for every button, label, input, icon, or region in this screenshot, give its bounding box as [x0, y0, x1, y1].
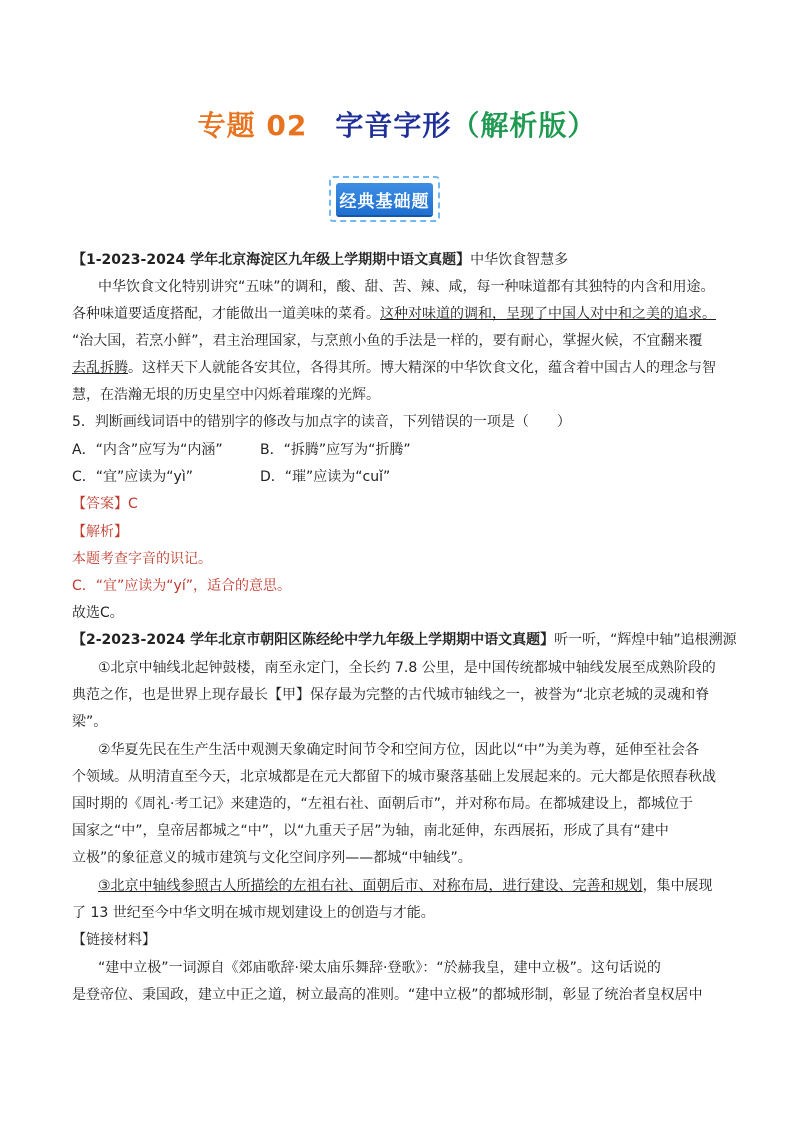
q1-underlined-word: 去乱拆腾	[72, 360, 128, 376]
answer-label: 【答案】	[72, 496, 128, 512]
q2-paragraph-line	[98, 876, 758, 896]
link-material-line: “建中立极”一词源自《郊庙歌辞·梁太庙乐舞辞·登歌》：“於赫我皇，建中立极”。这句话说的	[98, 960, 661, 976]
q2-topic: 听一听，“辉煌中轴”追根溯源	[554, 632, 737, 648]
q2-paragraph-line: 了 13 世纪至今中华文明在城市规划建设上的创造与才能。	[72, 905, 435, 921]
q1-option-a: A．“内含”应写为“内涵”	[72, 442, 223, 458]
link-material-line: 是登帝位、秉国政，建立中正之道，树立最高的准则。“建中立极”的都城形制，彰显了统治者皇权居中	[72, 987, 703, 1003]
q2-paragraph-line: 典范之作，也是世界上现存最长【甲】保存最为完整的古代城市轴线之一，被誉为“北京老城的灵魂和脊	[72, 687, 710, 703]
link-material-label: 【链接材料】	[72, 932, 156, 948]
q2-paragraph-line: ①北京中轴线北起钟鼓楼，南至永定门，全长约 7.8 公里，是中国传统都城中轴线发展至成熟阶段的	[98, 660, 716, 676]
q2-paragraph-line: 国家之“中”，皇帝居都城之“中”，以“九重天子居”为轴，南北延伸，东西展拓，形成了具有“建中	[72, 823, 669, 839]
title-topic-name: 字音字形	[335, 109, 452, 142]
q2-underlined-sentence: ③北京中轴线参照古人所描绘的左祖右社、面朝后市、对称布局，进行建设、完善和规划	[98, 878, 643, 894]
q2-paragraph-line: 梁”。	[72, 714, 108, 730]
q1-conclusion: 故选C。	[72, 605, 124, 621]
q2-source: 【2-2023-2024 学年北京市朝阳区陈经纶中学九年级上学期期中语文真题】	[72, 632, 555, 648]
page-title	[0, 104, 794, 144]
q2-heading	[72, 630, 737, 650]
q1-source: 【1-2023-2024 学年北京海淀区九年级上学期期中语文真题】	[72, 252, 471, 268]
q1-paragraph-line: 慧，在浩瀚无垠的历史星空中闪烁着璀璨的光辉。	[72, 387, 380, 403]
q2-paragraph-line: 立极”的象征意义的城市建筑与文化空间序列——都城“中轴线”。	[72, 850, 472, 866]
section-badge: 经典基础题	[336, 183, 433, 215]
title-topic-number: 专题 02	[197, 109, 308, 142]
q1-text: 。这样天下人就能各安其位，各得其所。博大精深的中华饮食文化，蕴含着中国古人的理念与智	[128, 360, 716, 376]
q1-topic: 中华饮食智慧多	[470, 252, 569, 268]
q1-paragraph-line: 中华饮食文化特别讲究“五味”的调和，酸、甜、苦、辣、咸，每一种味道都有其独特的内含和用途。	[98, 279, 715, 295]
answer-value: C	[128, 496, 138, 512]
q1-option-b: B．“拆腾”应写为“折腾”	[260, 442, 411, 458]
q1-option-d: D．“璀”应读为“cuǐ”	[260, 469, 391, 485]
analysis-line: 本题考查字音的识记。	[72, 551, 212, 567]
q1-option-c: C．“宜”应读为“yì”	[72, 469, 193, 485]
title-edition: （解析版）	[451, 109, 597, 142]
q2-text: ，集中展现	[642, 878, 713, 894]
q1-question: 5．判断画线词语中的错别字的修改与加点字的读音，下列错误的一项是（ ）	[72, 414, 571, 430]
q1-heading	[72, 250, 732, 270]
q1-underlined-text: 这种对味道的调和，呈现了中国人对中和之美的追求。	[380, 306, 716, 322]
q2-paragraph-line: ②华夏先民在生产生活中观测天象确定时间节令和空间方位，因此以“中”为美为尊，延伸至社会各	[98, 742, 700, 758]
q1-paragraph-line: “治大国，若烹小鲜”，君主治理国家，与烹煎小鱼的手法是一样的，要有耐心，掌握火候，不宜翻来覆	[72, 333, 703, 349]
q1-answer	[72, 494, 732, 514]
q2-paragraph-line: 国时期的《周礼·考工记》来建造的，“左祖右社、面朝后市”，并对称布局。在都城建设上，都城位于	[72, 796, 693, 812]
section-badge-frame	[329, 176, 440, 222]
analysis-line: C．“宜”应读为“yí”，适合的意思。	[72, 578, 291, 594]
analysis-label: 【解析】	[72, 524, 128, 540]
q1-paragraph-line	[72, 358, 732, 378]
q1-text: 各种味道要适度搭配，才能做出一道美味的菜肴。	[72, 306, 380, 322]
q1-paragraph-line	[72, 304, 732, 324]
q2-paragraph-line: 个领域。从明清直至今天，北京城都是在元大都留下的城市聚落基础上发展起来的。元大都是依照春秋战	[72, 769, 716, 785]
